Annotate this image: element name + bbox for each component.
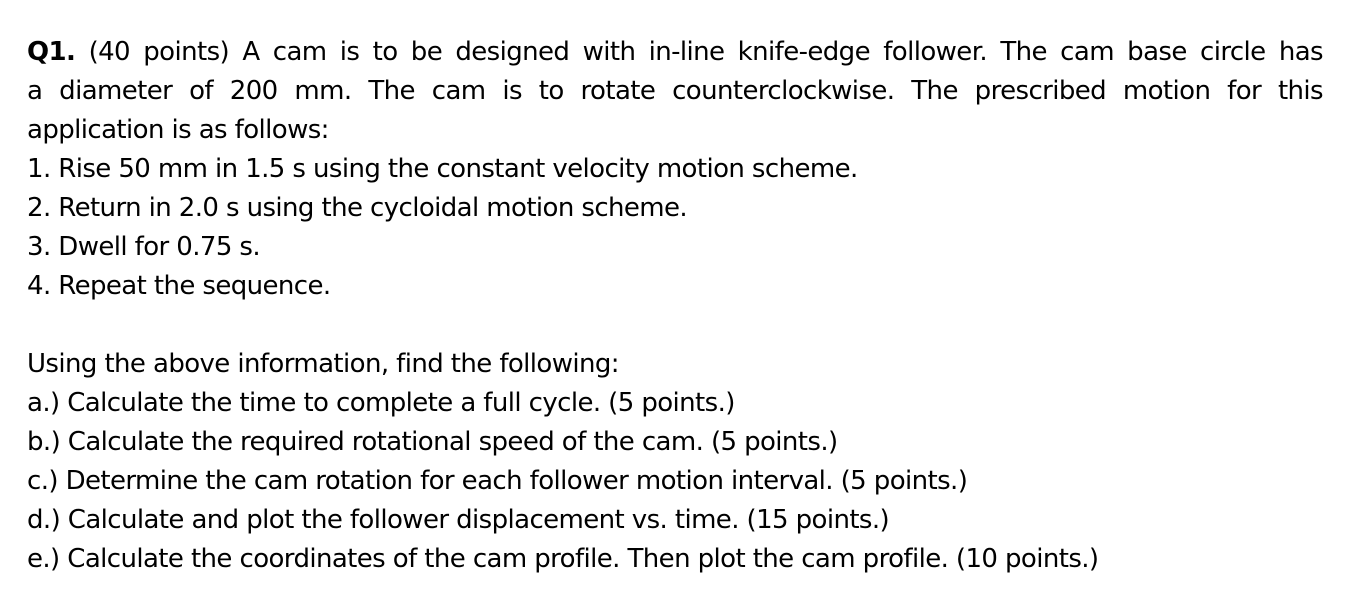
intro-line-3: application is as follows: (27, 115, 329, 145)
motion-step-1: 1. Rise 50 mm in 1.5 s using the constant velocity motion scheme. (27, 154, 858, 184)
motion-step-2: 2. Return in 2.0 s using the cycloidal motion scheme. (27, 193, 688, 223)
question-document (27, 33, 1323, 579)
motion-step-3: 3. Dwell for 0.75 s. (27, 232, 261, 262)
intro-text-1: (40 points) A cam is to be designed with in-line knife-edge follower. The cam base circle has (88, 37, 1324, 67)
question-number: Q1. (27, 37, 76, 67)
intro-line-1 (27, 33, 1323, 72)
motion-step-4: 4. Repeat the sequence. (27, 271, 331, 301)
task-b: b.) Calculate the required rotational speed of the cam. (5 points.) (27, 427, 838, 457)
task-e: e.) Calculate the coordinates of the cam profile. Then plot the cam profile. (10 points.) (27, 544, 1099, 574)
task-a: a.) Calculate the time to complete a full cycle. (5 points.) (27, 388, 735, 418)
task-d: d.) Calculate and plot the follower displacement vs. time. (15 points.) (27, 505, 890, 535)
paragraph-spacer (27, 306, 1323, 345)
tasks-intro: Using the above information, find the following: (27, 349, 619, 379)
intro-line-2: a diameter of 200 mm. The cam is to rotate counterclockwise. The prescribed motion for this (27, 76, 1323, 106)
task-c: c.) Determine the cam rotation for each follower motion interval. (5 points.) (27, 466, 968, 496)
